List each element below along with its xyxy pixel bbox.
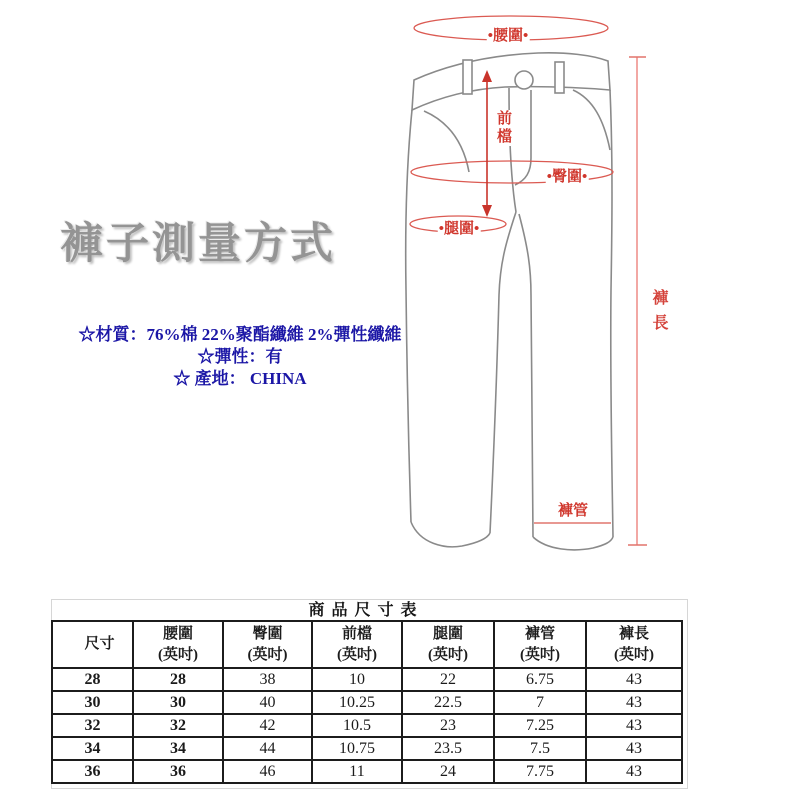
pants-diagram — [388, 8, 698, 560]
size-table-cell: 7 — [494, 691, 586, 714]
col-header-label: 尺寸 — [84, 636, 115, 652]
size-table-cell: 32 — [133, 714, 223, 737]
page-title: 褲子測量方式 — [60, 220, 336, 268]
size-table-cell: 30 — [52, 691, 133, 714]
size-table — [51, 620, 683, 784]
size-table-cell: 34 — [52, 737, 133, 760]
size-table-cell: 46 — [223, 760, 312, 783]
left-hem — [411, 522, 490, 547]
pocket-right — [573, 90, 610, 150]
belt-loop-left — [463, 60, 472, 94]
size-table-cell: 22.5 — [402, 691, 494, 714]
size-table-title: 商品尺寸表 — [308, 602, 424, 619]
col-header-label: 臀圍 — [252, 625, 283, 642]
size-table-cell: 10 — [312, 668, 402, 691]
size-table-cell: 30 — [133, 691, 223, 714]
col-header-unit: (英吋) — [520, 646, 560, 663]
size-table-row — [52, 737, 682, 760]
col-header-thigh — [402, 621, 494, 668]
size-table-cell: 10.5 — [312, 714, 402, 737]
length-line — [628, 57, 647, 545]
size-table-row — [52, 714, 682, 737]
right-hem — [533, 537, 613, 550]
size-table-row — [52, 691, 682, 714]
col-header-unit: (英吋) — [247, 646, 288, 663]
fly-stitch — [515, 90, 531, 185]
col-header-hip — [223, 621, 312, 668]
size-table-cell: 10.25 — [312, 691, 402, 714]
col-header-label: 褲管 — [524, 625, 555, 642]
col-header-waist — [133, 621, 223, 668]
spec-origin: ☆ 產地： CHINA — [173, 369, 307, 388]
size-table-cell: 23.5 — [402, 737, 494, 760]
measurement-marks — [410, 16, 613, 523]
size-table-cell: 43 — [586, 714, 682, 737]
fly-seam — [509, 88, 516, 212]
hip-label: •臀圍• — [546, 169, 588, 185]
size-table-cell: 7.5 — [494, 737, 586, 760]
waistband — [412, 53, 610, 110]
size-table-cell: 34 — [133, 737, 223, 760]
spec-elasticity: ☆彈性：有 — [197, 347, 283, 366]
size-table-cell: 38 — [223, 668, 312, 691]
size-table-cell: 43 — [586, 691, 682, 714]
col-header-label: 前檔 — [341, 625, 372, 642]
size-table-cell: 40 — [223, 691, 312, 714]
spec-material: ☆材質：76%棉 22%聚酯纖維 2%彈性纖維 — [78, 325, 402, 344]
col-header-unit: (英吋) — [428, 646, 468, 663]
size-table-cell: 43 — [586, 668, 682, 691]
size-table-cell: 36 — [52, 760, 133, 783]
col-header-label: 褲長 — [618, 625, 649, 642]
size-table-cell: 7.75 — [494, 760, 586, 783]
col-header-size — [52, 621, 133, 668]
gridline-right — [687, 599, 688, 789]
size-table-cell: 23 — [402, 714, 494, 737]
col-header-unit: (英吋) — [614, 646, 654, 663]
waist-label: •腰圍• — [487, 28, 529, 44]
size-table-cell: 43 — [586, 760, 682, 783]
length-label: 褲長 — [650, 289, 667, 339]
right-inner-seam — [519, 214, 533, 537]
col-header-unit: (英吋) — [158, 646, 198, 663]
size-table-body — [52, 668, 682, 783]
size-table-cell: 42 — [223, 714, 312, 737]
belt-loop-right — [555, 62, 564, 93]
button — [515, 71, 533, 89]
col-header-unit: (英吋) — [337, 646, 377, 663]
right-outer-seam — [610, 90, 613, 537]
front-rise-arrow — [482, 70, 492, 217]
size-table-cell: 28 — [52, 668, 133, 691]
size-table-row — [52, 668, 682, 691]
col-header-length — [586, 621, 682, 668]
size-table-cell: 28 — [133, 668, 223, 691]
gridline-bottom — [51, 788, 688, 789]
size-table-row — [52, 760, 682, 783]
size-table-cell: 43 — [586, 737, 682, 760]
thigh-label: •腿圍• — [438, 221, 480, 237]
size-table-header-row — [52, 621, 682, 668]
left-inner-seam — [490, 212, 516, 533]
size-table-cell: 24 — [402, 760, 494, 783]
size-table-cell: 6.75 — [494, 668, 586, 691]
col-header-front-rise — [312, 621, 402, 668]
col-header-leg-opening — [494, 621, 586, 668]
size-table-cell: 10.75 — [312, 737, 402, 760]
size-table-cell: 36 — [133, 760, 223, 783]
size-table-cell: 22 — [402, 668, 494, 691]
size-table-cell: 44 — [223, 737, 312, 760]
size-table-cell: 7.25 — [494, 714, 586, 737]
size-table-cell: 11 — [312, 760, 402, 783]
front-rise-label: 前檔 — [495, 110, 511, 146]
size-table-cell: 32 — [52, 714, 133, 737]
leg-opening-label: 褲管 — [557, 503, 589, 519]
col-header-label: 腰圍 — [162, 625, 193, 642]
col-header-label: 腿圍 — [432, 625, 463, 642]
